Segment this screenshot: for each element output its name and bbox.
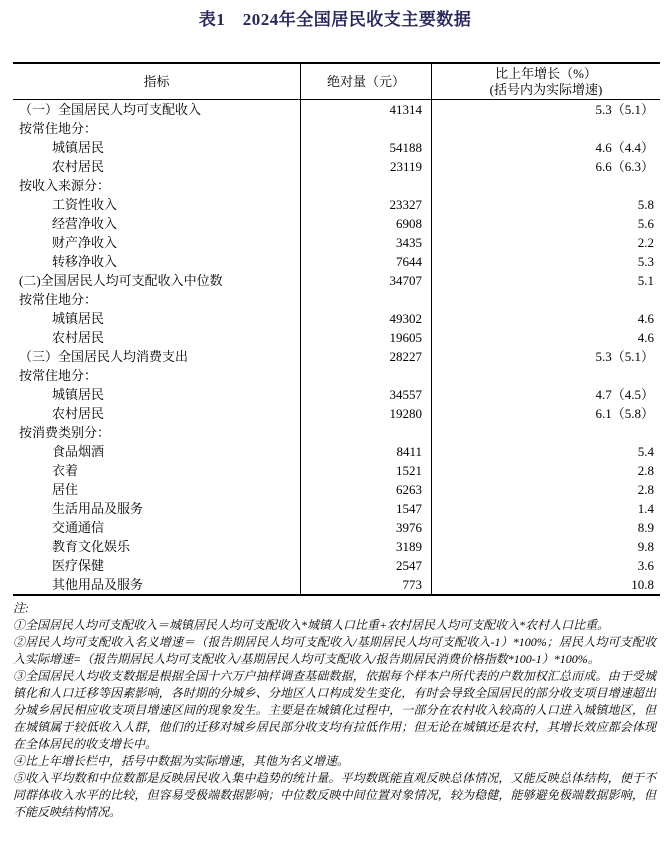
row-indicator: （三）全国居民人均消费支出 xyxy=(19,349,189,364)
table-row xyxy=(13,195,660,214)
row-indicator: 按常住地分： xyxy=(19,121,98,136)
row-indicator: 工资性收入 xyxy=(52,197,118,212)
row-growth-value: 1.4 xyxy=(637,501,654,516)
row-indicator: 衣着 xyxy=(52,463,79,478)
row-absolute-value: 2547 xyxy=(300,556,432,575)
row-indicator: 城镇居民 xyxy=(52,311,105,326)
row-growth-value: 2.2 xyxy=(637,235,654,250)
row-indicator: (二)全国居民人均可支配收入中位数 xyxy=(19,273,223,288)
table-row xyxy=(13,556,660,575)
table-row xyxy=(13,442,660,461)
table-row xyxy=(13,328,660,347)
row-growth-value: 8.9 xyxy=(637,520,654,535)
document-page xyxy=(0,8,670,821)
row-indicator: 按常住地分： xyxy=(19,368,98,383)
row-growth-value: 5.3（5.1） xyxy=(595,349,654,364)
row-growth-value xyxy=(432,366,660,385)
header-growth-line2: (括号内为实际增速) xyxy=(489,81,603,97)
row-indicator: 农村居民 xyxy=(52,159,105,174)
row-absolute-value: 23327 xyxy=(300,195,432,214)
row-absolute-value xyxy=(300,423,432,442)
row-absolute-value: 8411 xyxy=(300,442,432,461)
table-row xyxy=(13,309,660,328)
row-absolute-value: 49302 xyxy=(300,309,432,328)
row-absolute-value: 54188 xyxy=(300,138,432,157)
row-growth-value xyxy=(432,176,660,195)
table-row xyxy=(13,461,660,480)
row-indicator: 居住 xyxy=(52,482,79,497)
row-growth-value: 5.4 xyxy=(637,444,654,459)
row-absolute-value xyxy=(300,176,432,195)
row-absolute-value xyxy=(300,366,432,385)
table-row xyxy=(13,366,660,385)
table-row xyxy=(13,537,660,556)
row-indicator: 经营净收入 xyxy=(52,216,118,231)
table-row xyxy=(13,575,660,594)
notes-label: 注: xyxy=(13,601,29,615)
note-item: ②居民人均可支配收入名义增速＝（报告期居民人均可支配收入/基期居民人均可支配收入-1）*100%；居民人均可支配收入实际增速=（报告期居民人均可支配收入/基期居民人均可支配收入/报告期居民消费价格指数*100-1）*100%。 xyxy=(13,635,656,666)
row-growth-value: 2.8 xyxy=(637,482,654,497)
row-indicator: 按常住地分： xyxy=(19,292,98,307)
row-growth-value xyxy=(432,423,660,442)
row-absolute-value: 1521 xyxy=(300,461,432,480)
header-growth xyxy=(432,64,660,99)
row-indicator: 城镇居民 xyxy=(52,140,105,155)
row-growth-value: 3.6 xyxy=(637,558,654,573)
row-absolute-value: 1547 xyxy=(300,499,432,518)
row-absolute-value xyxy=(300,119,432,138)
row-indicator: 食品烟酒 xyxy=(52,444,105,459)
row-absolute-value: 34557 xyxy=(300,385,432,404)
row-absolute-value: 7644 xyxy=(300,252,432,271)
row-growth-value: 4.6 xyxy=(637,311,654,326)
table-row xyxy=(13,252,660,271)
table-row xyxy=(13,176,660,195)
table-row xyxy=(13,290,660,309)
table-row xyxy=(13,385,660,404)
row-growth-value: 4.7（4.5） xyxy=(595,387,654,402)
table-row xyxy=(13,119,660,138)
table-header-row xyxy=(13,64,660,100)
table-row xyxy=(13,138,660,157)
page-title: 表1 2024年全国居民收支主要数据 xyxy=(198,10,472,29)
row-absolute-value xyxy=(300,290,432,309)
row-absolute-value: 6908 xyxy=(300,214,432,233)
row-growth-value xyxy=(432,290,660,309)
row-growth-value: 2.8 xyxy=(637,463,654,478)
table-row xyxy=(13,100,660,119)
row-absolute-value: 28227 xyxy=(300,347,432,366)
row-growth-value: 4.6 xyxy=(637,330,654,345)
row-indicator: 教育文化娱乐 xyxy=(52,539,131,554)
row-growth-value: 6.1（5.8） xyxy=(595,406,654,421)
row-indicator: 农村居民 xyxy=(52,406,105,421)
row-indicator: 转移净收入 xyxy=(52,254,118,269)
row-indicator: 其他用品及服务 xyxy=(52,577,144,592)
row-growth-value: 4.6（4.4） xyxy=(595,140,654,155)
row-absolute-value: 19280 xyxy=(300,404,432,423)
row-growth-value: 5.1 xyxy=(637,273,654,288)
table-row xyxy=(13,404,660,423)
table-row xyxy=(13,518,660,537)
header-indicator: 指标 xyxy=(143,73,170,89)
note-item: ①全国居民人均可支配收入＝城镇居民人均可支配收入*城镇人口比重+农村居民人均可支配收入*农村人口比重。 xyxy=(13,618,610,632)
row-indicator: 按收入来源分： xyxy=(19,178,111,193)
row-absolute-value: 34707 xyxy=(300,271,432,290)
table-row xyxy=(13,271,660,290)
row-indicator: 医疗保健 xyxy=(52,558,105,573)
note-item: ④比上年增长栏中，括号中数据为实际增速，其他为名义增速。 xyxy=(13,754,350,768)
row-absolute-value: 3435 xyxy=(300,233,432,252)
table-row xyxy=(13,233,660,252)
row-absolute-value: 41314 xyxy=(300,100,432,119)
row-indicator: 按消费类别分： xyxy=(19,425,111,440)
row-absolute-value: 773 xyxy=(300,575,432,594)
table-row xyxy=(13,423,660,442)
table-row xyxy=(13,214,660,233)
income-expenditure-table xyxy=(13,62,660,596)
row-growth-value: 5.8 xyxy=(637,197,654,212)
row-growth-value: 10.8 xyxy=(631,577,654,592)
table-body xyxy=(13,100,660,594)
row-indicator: 财产净收入 xyxy=(52,235,118,250)
row-growth-value: 5.3 xyxy=(637,254,654,269)
row-indicator: 交通通信 xyxy=(52,520,105,535)
row-growth-value: 9.8 xyxy=(637,539,654,554)
note-item: ③全国居民人均收支数据是根据全国十六万户抽样调查基础数据，依据每个样本户所代表的户数加权汇总而成。由于受城镇化和人口迁移等因素影响，各时期的分城乡、分地区人口构成发生变化，有时会导致全国居民的部分收支项目增速超出分城乡居民相应收支项目增速区间的现象发生。主要是在城镇化过程中，一部分在农村收入较高的人口进入城镇地区，但在城镇属于较低收入人群，他们的迁移对城乡居民部分收支均有拉低作用；但无论在城镇还是农村，其增长效应都会体现在全体居民的收支增长中。 xyxy=(13,669,656,751)
row-indicator: （一）全国居民人均可支配收入 xyxy=(19,102,202,117)
row-growth-value xyxy=(432,119,660,138)
row-absolute-value: 6263 xyxy=(300,480,432,499)
row-indicator: 农村居民 xyxy=(52,330,105,345)
row-growth-value: 5.3（5.1） xyxy=(595,102,654,117)
note-item: ⑤收入平均数和中位数都是反映居民收入集中趋势的统计量。平均数既能直观反映总体情况，又能反映总体结构，便于不同群体收入水平的比较，但容易受极端数据影响；中位数反映中间位置对象情况，较为稳健，能够避免极端数据影响，但不能反映结构情况。 xyxy=(13,771,656,819)
row-absolute-value: 19605 xyxy=(300,328,432,347)
notes-section xyxy=(13,600,656,821)
header-absolute-amount: 绝对量（元） xyxy=(300,64,432,99)
row-absolute-value: 3189 xyxy=(300,537,432,556)
table-row xyxy=(13,499,660,518)
table-row xyxy=(13,157,660,176)
header-growth-line1: 比上年增长（%） xyxy=(495,65,597,81)
table-row xyxy=(13,347,660,366)
table-row xyxy=(13,480,660,499)
row-growth-value: 5.6 xyxy=(637,216,654,231)
row-indicator: 城镇居民 xyxy=(52,387,105,402)
row-growth-value: 6.6（6.3） xyxy=(595,159,654,174)
row-absolute-value: 23119 xyxy=(300,157,432,176)
row-absolute-value: 3976 xyxy=(300,518,432,537)
row-indicator: 生活用品及服务 xyxy=(52,501,144,516)
notes-list xyxy=(13,617,656,821)
